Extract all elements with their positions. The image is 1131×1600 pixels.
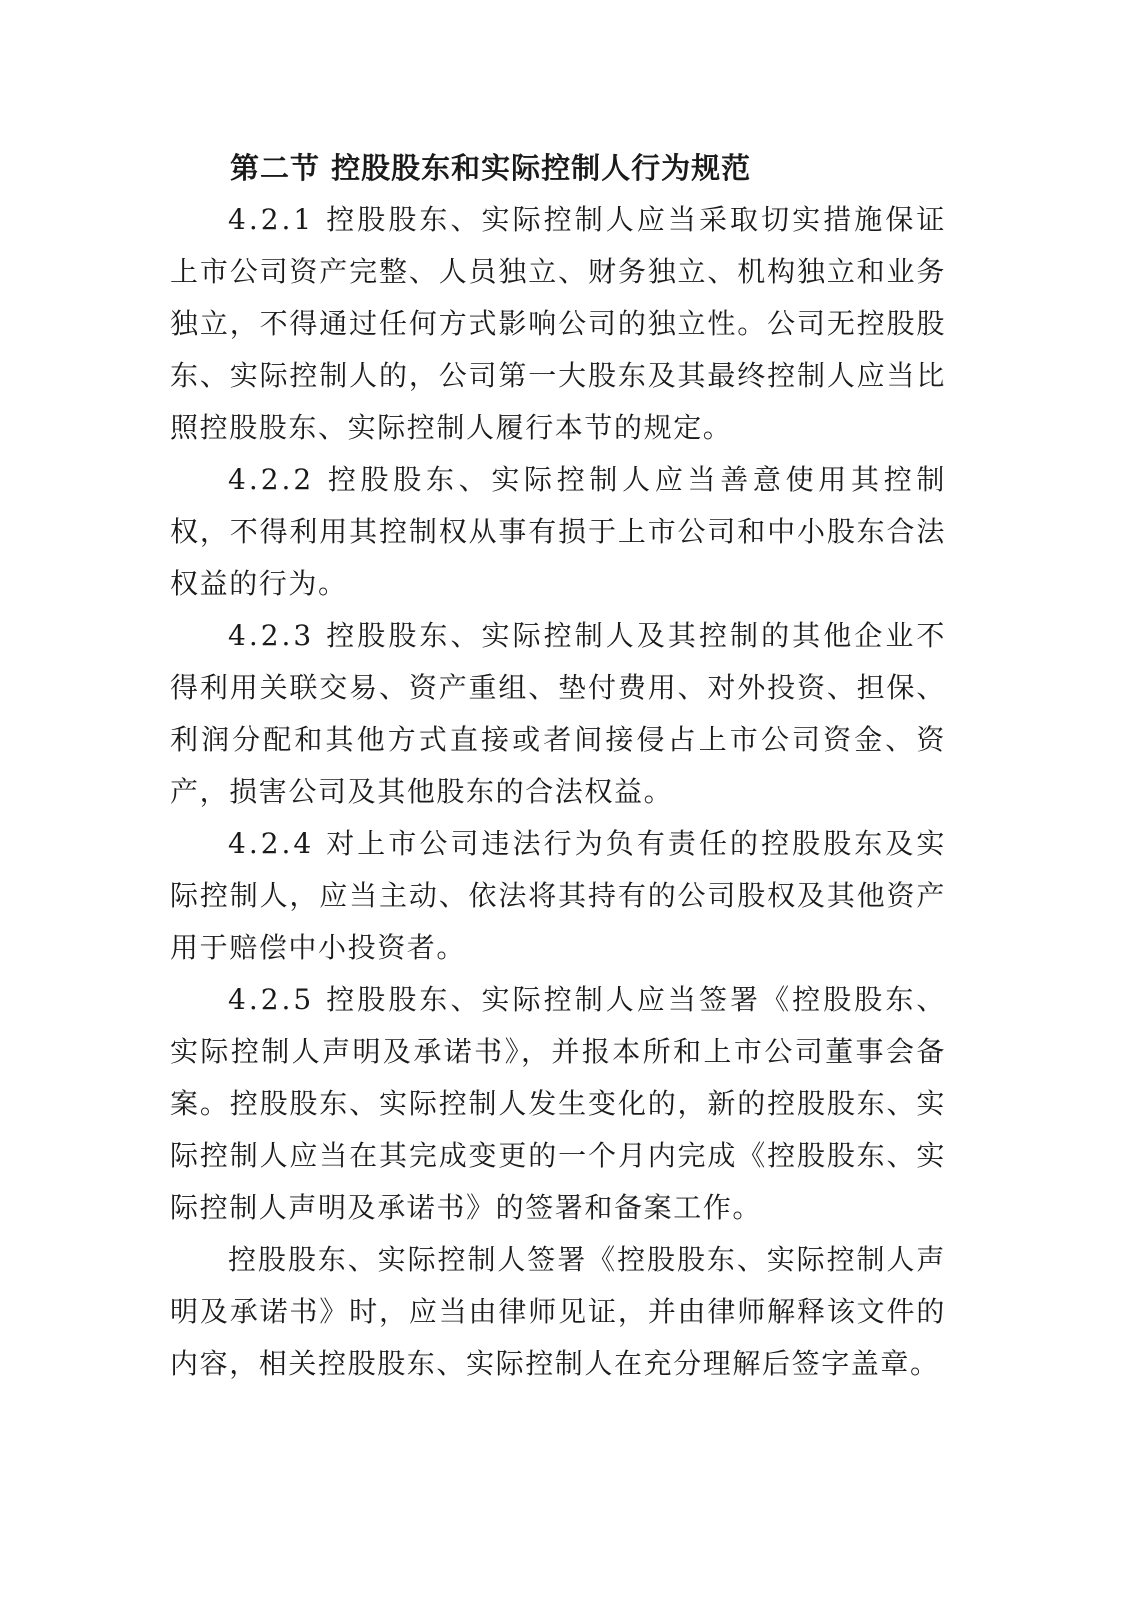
clause-4-2-5 bbox=[170, 974, 946, 1234]
section-heading: 第二节 控股股东和实际控制人行为规范 bbox=[230, 151, 752, 185]
clause-number: 4.2.1 bbox=[228, 203, 315, 236]
clause-number: 4.2.3 bbox=[228, 619, 315, 652]
clause-4-2-4 bbox=[170, 818, 946, 974]
clause-number: 4.2.4 bbox=[228, 827, 315, 860]
clause-text: 控股股东、实际控制人签署《控股股东、实际控制人声明及承诺书》时，应当由律师见证，并由律师解释该文件的内容，相关控股股东、实际控制人在充分理解后签字盖章。 bbox=[170, 1243, 946, 1380]
clause-4-2-5-continued bbox=[170, 1234, 946, 1390]
clause-number: 4.2.2 bbox=[228, 463, 315, 496]
clause-text: 控股股东、实际控制人及其控制的其他企业不得利用关联交易、资产重组、垫付费用、对外投资、担保、利润分配和其他方式直接或者间接侵占上市公司资金、资产，损害公司及其他股东的合法权益。 bbox=[170, 619, 946, 808]
clause-text: 控股股东、实际控制人应当善意使用其控制权，不得利用其控制权从事有损于上市公司和中小股东合法权益的行为。 bbox=[170, 463, 946, 600]
clause-text: 对上市公司违法行为负有责任的控股股东及实际控制人，应当主动、依法将其持有的公司股权及其他资产用于赔偿中小投资者。 bbox=[170, 827, 946, 964]
clause-4-2-3 bbox=[170, 610, 946, 818]
clause-text: 控股股东、实际控制人应当采取切实措施保证上市公司资产完整、人员独立、财务独立、机构独立和业务独立，不得通过任何方式影响公司的独立性。公司无控股股东、实际控制人的，公司第一大股东及其最终控制人应当比照控股股东、实际控制人履行本节的规定。 bbox=[170, 203, 946, 444]
clause-number: 4.2.5 bbox=[228, 983, 315, 1016]
clause-4-2-1 bbox=[170, 194, 946, 454]
clause-4-2-2 bbox=[170, 454, 946, 610]
clause-text: 控股股东、实际控制人应当签署《控股股东、实际控制人声明及承诺书》，并报本所和上市公司董事会备案。控股股东、实际控制人发生变化的，新的控股股东、实际控制人应当在其完成变更的一个月内完成《控股股东、实际控制人声明及承诺书》的签署和备案工作。 bbox=[170, 983, 946, 1224]
document-body bbox=[170, 142, 946, 1390]
